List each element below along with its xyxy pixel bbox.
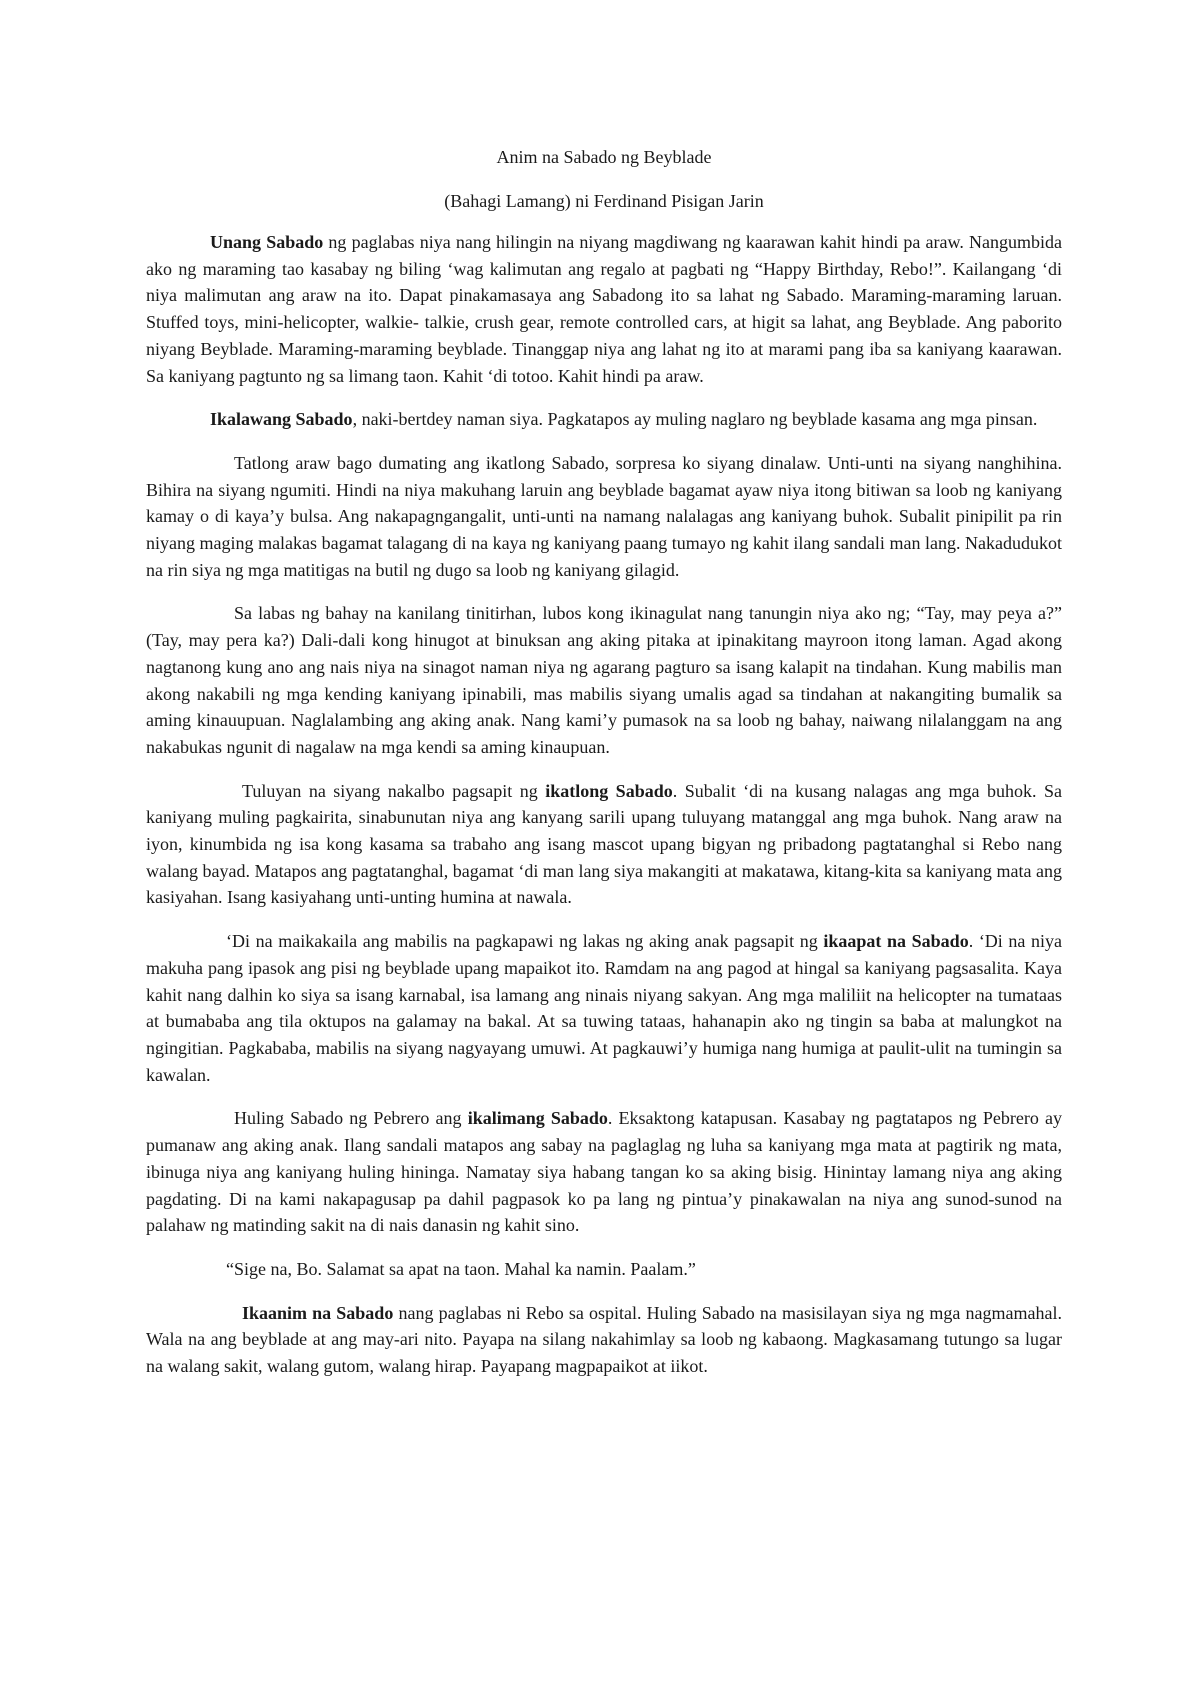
paragraph-text: . Subalit ‘di na kusang nalagas ang mga buhok. Sa kaniyang muling pagkairita, sinabunutan niya ang kanyang sarili upang tuluyang matanggal ang mga buhok. Nang araw na iyon, kinumbida ng isa kong kasama sa trabaho ang isang mascot upang bigyan ng pribadong pagtatanghal si Rebo nang walang bayad. Matapos ang pagtatanghal, bagamat ‘di man lang siya makangiti at makatawa, kitang-kita sa kaniyang mata ang kasiyahan. Isang kasiyahang unti-unting humina at nawala. xyxy=(146,780,1062,908)
paragraph-text: . Eksaktong katapusan. Kasabay ng pagtatapos ng Pebrero ay pumanaw ang aking anak. Ilang sandali matapos ang sabay na paglaglag ng luha sa kaniyang mga mata at pagtirik ng mata, ibinuga niya ang kaniyang huling hininga. Namatay siya habang tangan ko sa aking bisig. Hinintay lamang niya ang aking pagdating. Di na kami nakapagusap pa dahil pagpasok ko pa lang ng pintua’y pinakawalan na niya ang sunod-sunod na palahaw ng matinding sakit na di nais danasin ng kahit sino. xyxy=(146,1108,1062,1236)
document-page xyxy=(146,0,1062,1696)
paragraph-text: , naki-bertdey naman siya. Pagkatapos ay muling naglaro ng beyblade kasama ang mga pinsan. xyxy=(352,409,1038,430)
paragraph-bold-text: ikaapat na Sabado xyxy=(823,931,969,952)
paragraph-bold-text: Ikaanim na Sabado xyxy=(242,1302,394,1323)
paragraph-bold-text: Ikalawang Sabado xyxy=(210,409,353,430)
story-byline: (Bahagi Lamang) ni Ferdinand Pisigan Jarin xyxy=(444,191,764,211)
paragraph-bold-text: Unang Sabado xyxy=(210,232,324,252)
story-title: Anim na Sabado ng Beyblade xyxy=(496,147,712,167)
paragraph-text: Sa labas ng bahay na kanilang tinitirhan, lubos kong ikinagulat nang tanungin niya ako ng; “Tay, may peya a?” (Tay, may pera ka?) Dali-dali kong hinugot at binuksan ang aking pitaka at ipinakitang mayroon itong laman. Agad akong nagtanong kung ano ang nais niya na sinagot naman niya ng agarang pagturo sa isang kalapit na tindahan. Kung mabilis man akong nakabili ng mga kending kaniyang ipinabili, mas mabilis siyang umalis agad sa tindahan at nakangiting bumalik sa aming kinauupuan. Naglalambing ang aking anak. Nang kami’y pumasok na sa loob ng bahay, naiwang nilalanggam na ang nakabukas ngunit di nagalaw na mga kendi sa aming kinaupuan. xyxy=(146,603,1062,757)
paragraph-text: ‘Di na maikakaila ang mabilis na pagkapawi ng lakas ng aking anak pagsapit ng xyxy=(226,931,824,952)
paragraph-text: . ‘Di na niya makuha pang ipasok ang pisi ng beyblade upang mapaikot ito. Ramdam na ang pagod at hingal sa kaniyang pagsasalita. Kaya kahit nang dalhin ko siya sa isang karnabal, isa lamang ang ninais niyang sakyan. Ang mga maliliit na helicopter na tumataas at bumababa ang tila oktupos na galamay na bakal. At sa tuwing tataas, hahanapin ako ng tingin sa baba at malungkot na ngingitian. Pagkababa, mabilis na siyang nagyayang umuwi. At pagkauwi’y humiga nang humiga at paulit-ulit na tumingin sa kawalan. xyxy=(146,931,1063,1085)
paragraph-text: Tuluyan na siyang nakalbo pagsapit ng xyxy=(242,780,546,801)
paragraph-bold-text: ikalimang Sabado xyxy=(467,1108,608,1129)
story-body xyxy=(146,229,1062,1380)
paragraph-text: Tatlong araw bago dumating ang ikatlong Sabado, sorpresa ko siyang dinalaw. Unti-unti na siyang nanghihina. Bihira na siyang ngumiti. Hindi na niya makuhang laruin ang beyblade bagamat ayaw niya itong bitiwan sa loob ng kaniyang kamay o di kaya’y bulsa. Ang nakapagngangalit, unti-unti na namang nalalagas ang kaniyang buhok. Subalit pinipilit pa rin niyang maging malakas bagamat talagang di na kaya ng kaniyang paang tumayo ng kahit ilang sandali man lang. Nakadudukot na rin siya ng mga matitigas na butil ng dugo sa loob ng kaniyang gilagid. xyxy=(146,452,1062,580)
paragraph-text: Huling Sabado ng Pebrero ang xyxy=(234,1108,468,1129)
paragraph-text: “Sige na, Bo. Salamat sa apat na taon. Mahal ka namin. Paalam.” xyxy=(226,1258,696,1279)
story-paragraph xyxy=(146,450,1062,584)
story-paragraph xyxy=(146,1256,1062,1283)
story-paragraph xyxy=(146,229,1062,389)
story-paragraph xyxy=(146,1105,1062,1239)
story-paragraph xyxy=(146,778,1062,912)
story-paragraph xyxy=(146,406,1062,433)
paragraph-bold-text: ikatlong Sabado xyxy=(545,780,673,801)
story-paragraph xyxy=(146,928,1062,1088)
story-paragraph xyxy=(146,600,1062,760)
paragraph-text: ng paglabas niya nang hilingin na niyang magdiwang ng kaarawan kahit hindi pa araw. Nangumbida ako ng maraming tao kasabay ng biling ‘wag kalimutan ang regalo at pagbati ng “Happy Birthday, Rebo!”. Kailangang ‘di niya malimutan ang araw na ito. Dapat pinakamasaya ang Sabadong ito sa lahat ng Sabado. Maraming-maraming laruan. Stuffed toys, mini-helicopter, walkie- talkie, crush gear, remote controlled cars, at higit sa lahat, ang Beyblade. Ang paborito niyang Beyblade. Maraming-maraming beyblade. Tinanggap niya ang lahat ng ito at marami pang iba sa kaniyang kaarawan. Sa kaniyang pagtunto ng sa limang taon. Kahit ‘di totoo. Kahit hindi pa araw. xyxy=(146,232,1062,386)
paragraph-text: nang paglabas ni Rebo sa ospital. Huling Sabado na masisilayan siya ng mga nagmamahal. Wala na ang beyblade at ang may-ari nito. Payapa na silang nakahimlay sa loob ng kabaong. Magkasamang tutungo sa lugar na walang sakit, walang gutom, walang hirap. Payapang magpapaikot at iikot. xyxy=(146,1302,1062,1377)
story-paragraph xyxy=(146,1300,1062,1380)
